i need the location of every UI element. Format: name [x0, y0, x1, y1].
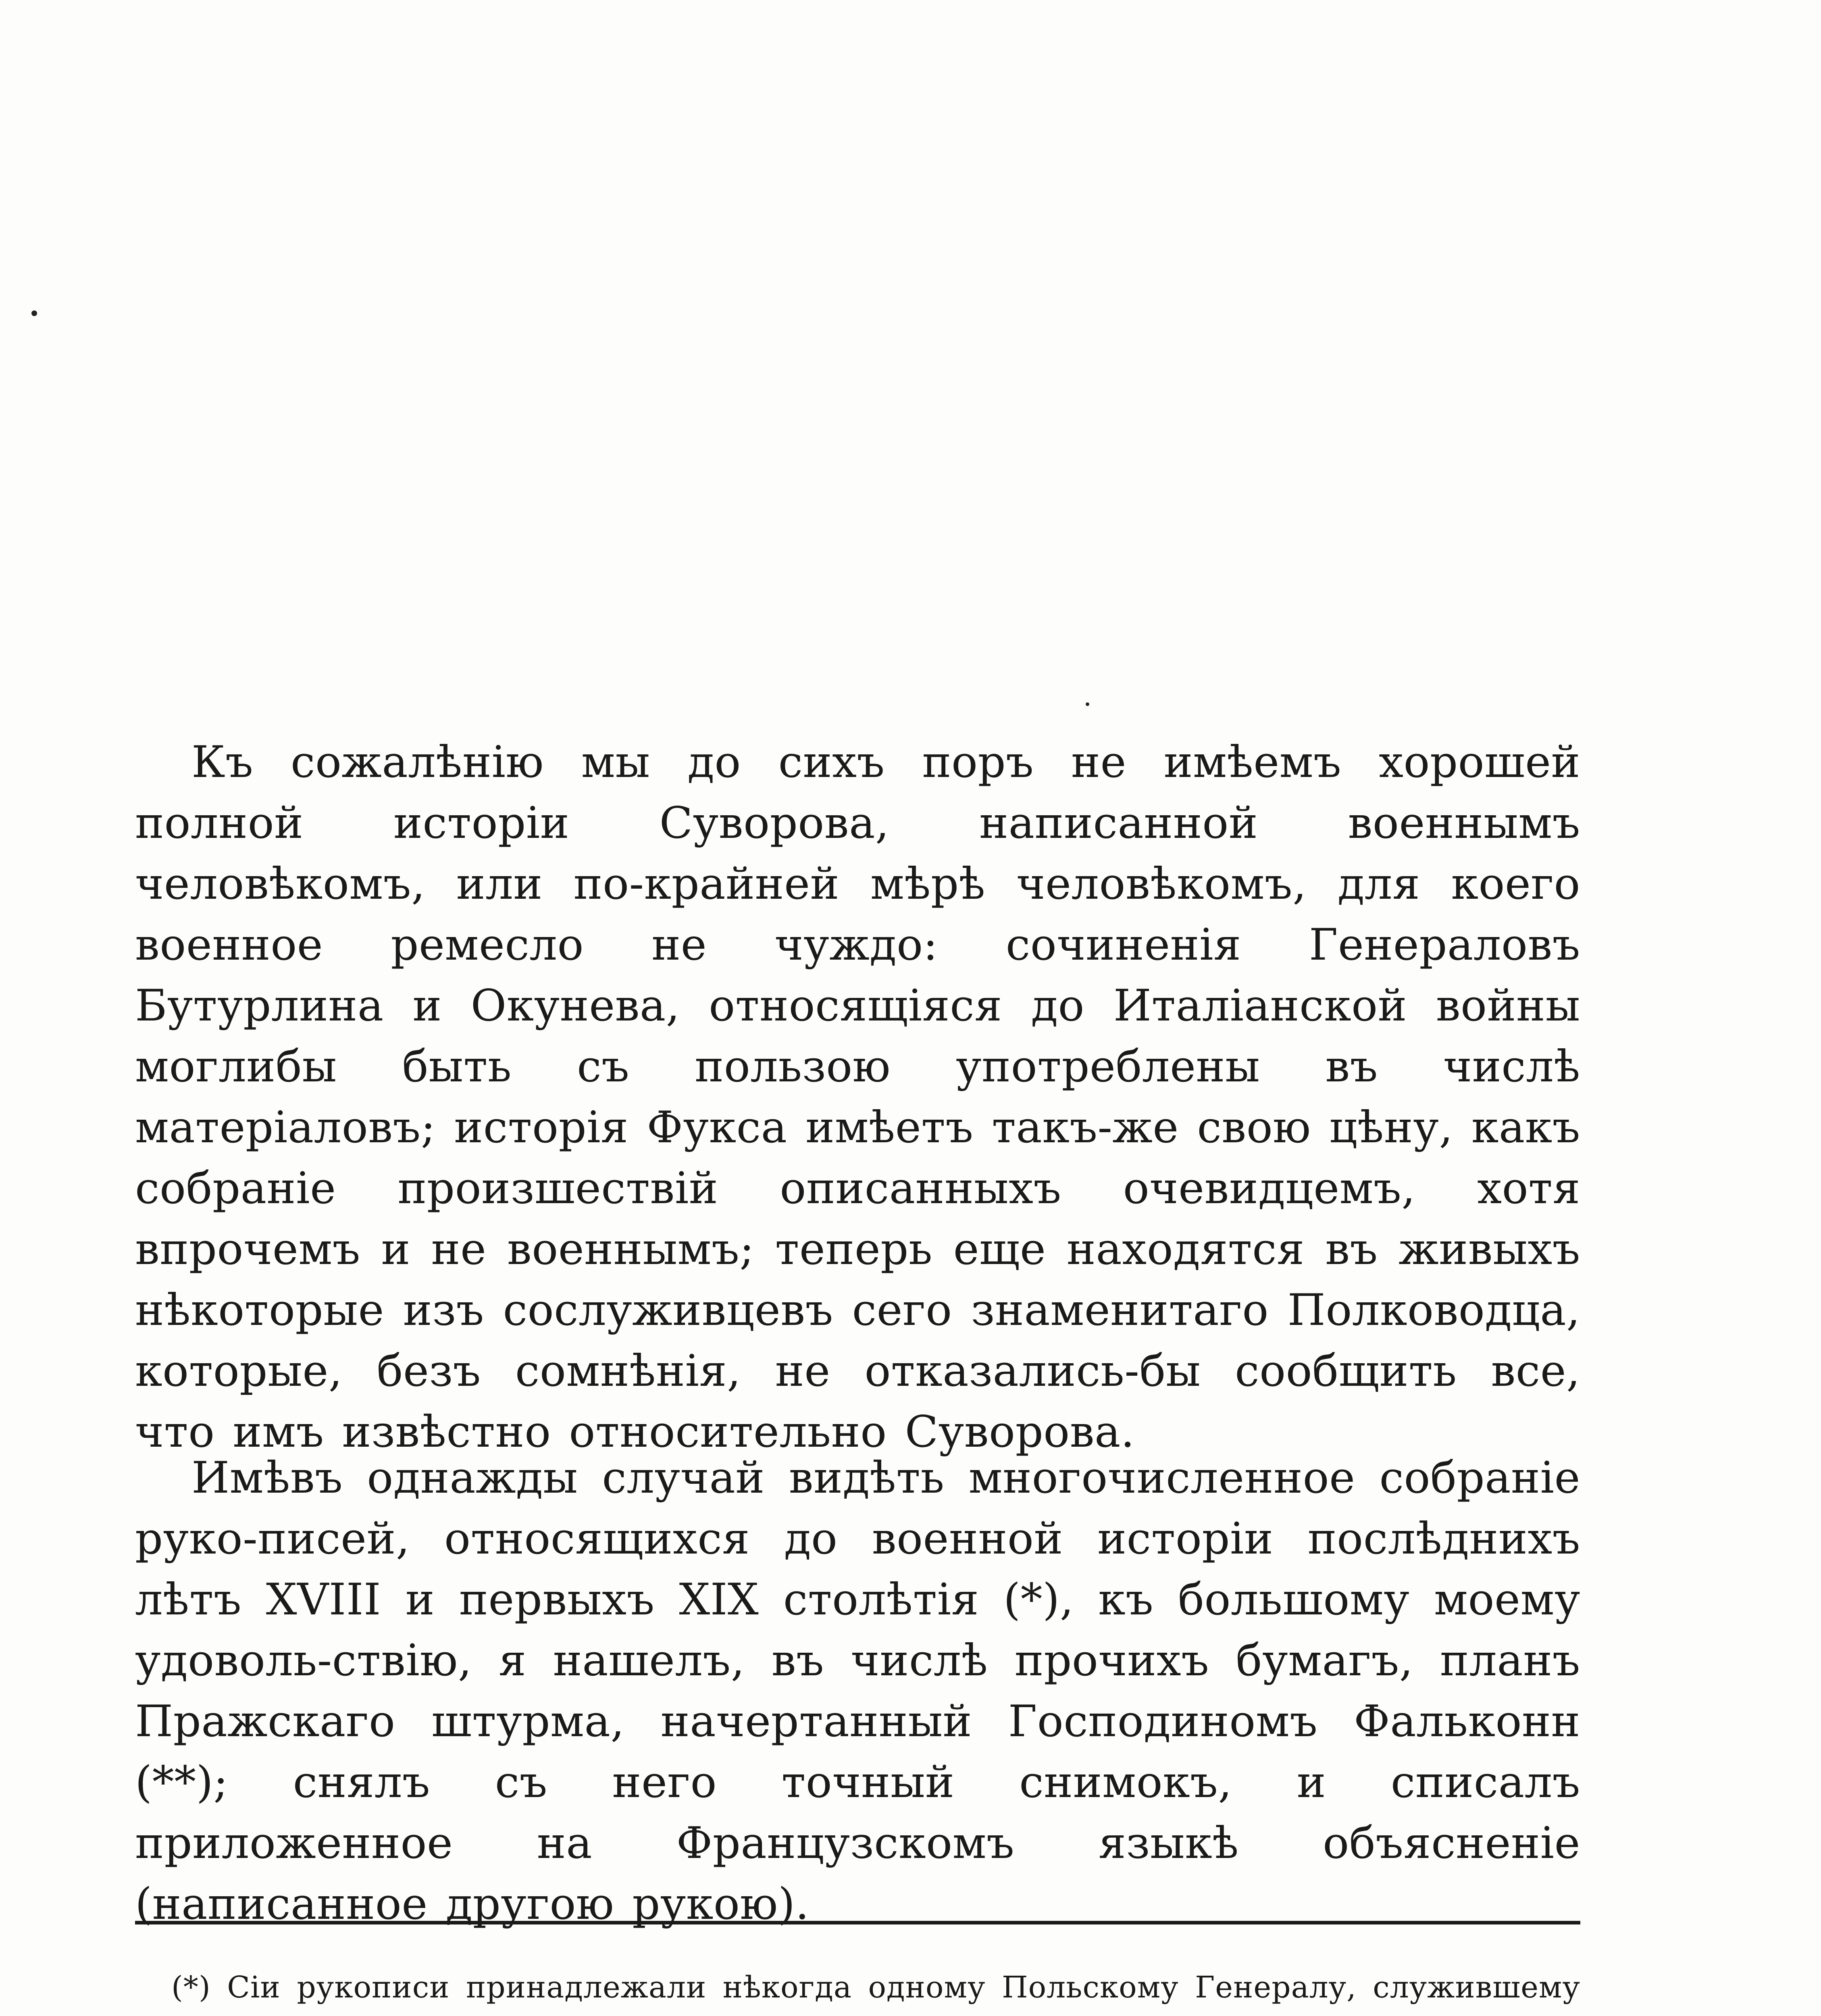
page-speck	[31, 310, 37, 316]
footnote-divider	[135, 1921, 1580, 1924]
footnote-1: (*) Сіи рукописи принадлежали нѣкогда одному Польскому Генералу, служившему	[171, 1970, 1580, 2005]
paragraph-1: Къ сожалѣнію мы до сихъ поръ не имѣемъ хорошей полной исторіи Суворова, написанной военнымъ человѣкомъ, или по-крайней мѣрѣ человѣкомъ, для коего военное ремесло не чуждо: сочиненія Генераловъ Бутурлина и Окунева, относящіяся до Италіанской войны моглибы быть съ пользою употреблены въ числѣ матеріаловъ; исторія Фукса имѣетъ такъ-же свою цѣну, какъ собраніе произшествій описанныхъ очевидцемъ, хотя впрочемъ и не военнымъ; теперь еще находятся въ живыхъ нѣкоторые изъ сослуживцевъ сего знаменитаго Полководца, которые, безъ сомнѣнія, не отказались-бы сообщить все, что имъ извѣстно относительно Суворова.	[135, 737, 1580, 1457]
paragraph-2: Имѣвъ однажды случай видѣть многочисленное собраніе руко-писей, относящихся до военной исторіи послѣднихъ лѣтъ XVIII и первыхъ XIX столѣтія (*), къ большому моему удоволь-ствію, я нашелъ, въ числѣ прочихъ бумагъ, планъ Пражскаго штурма, начертанный Господиномъ Фальконн (**); снялъ съ него точный снимокъ, и списалъ приложенное на Французскомъ языкѣ объясненіе (написанное другою рукою).	[135, 1453, 1580, 1929]
page-speck	[1086, 702, 1089, 706]
